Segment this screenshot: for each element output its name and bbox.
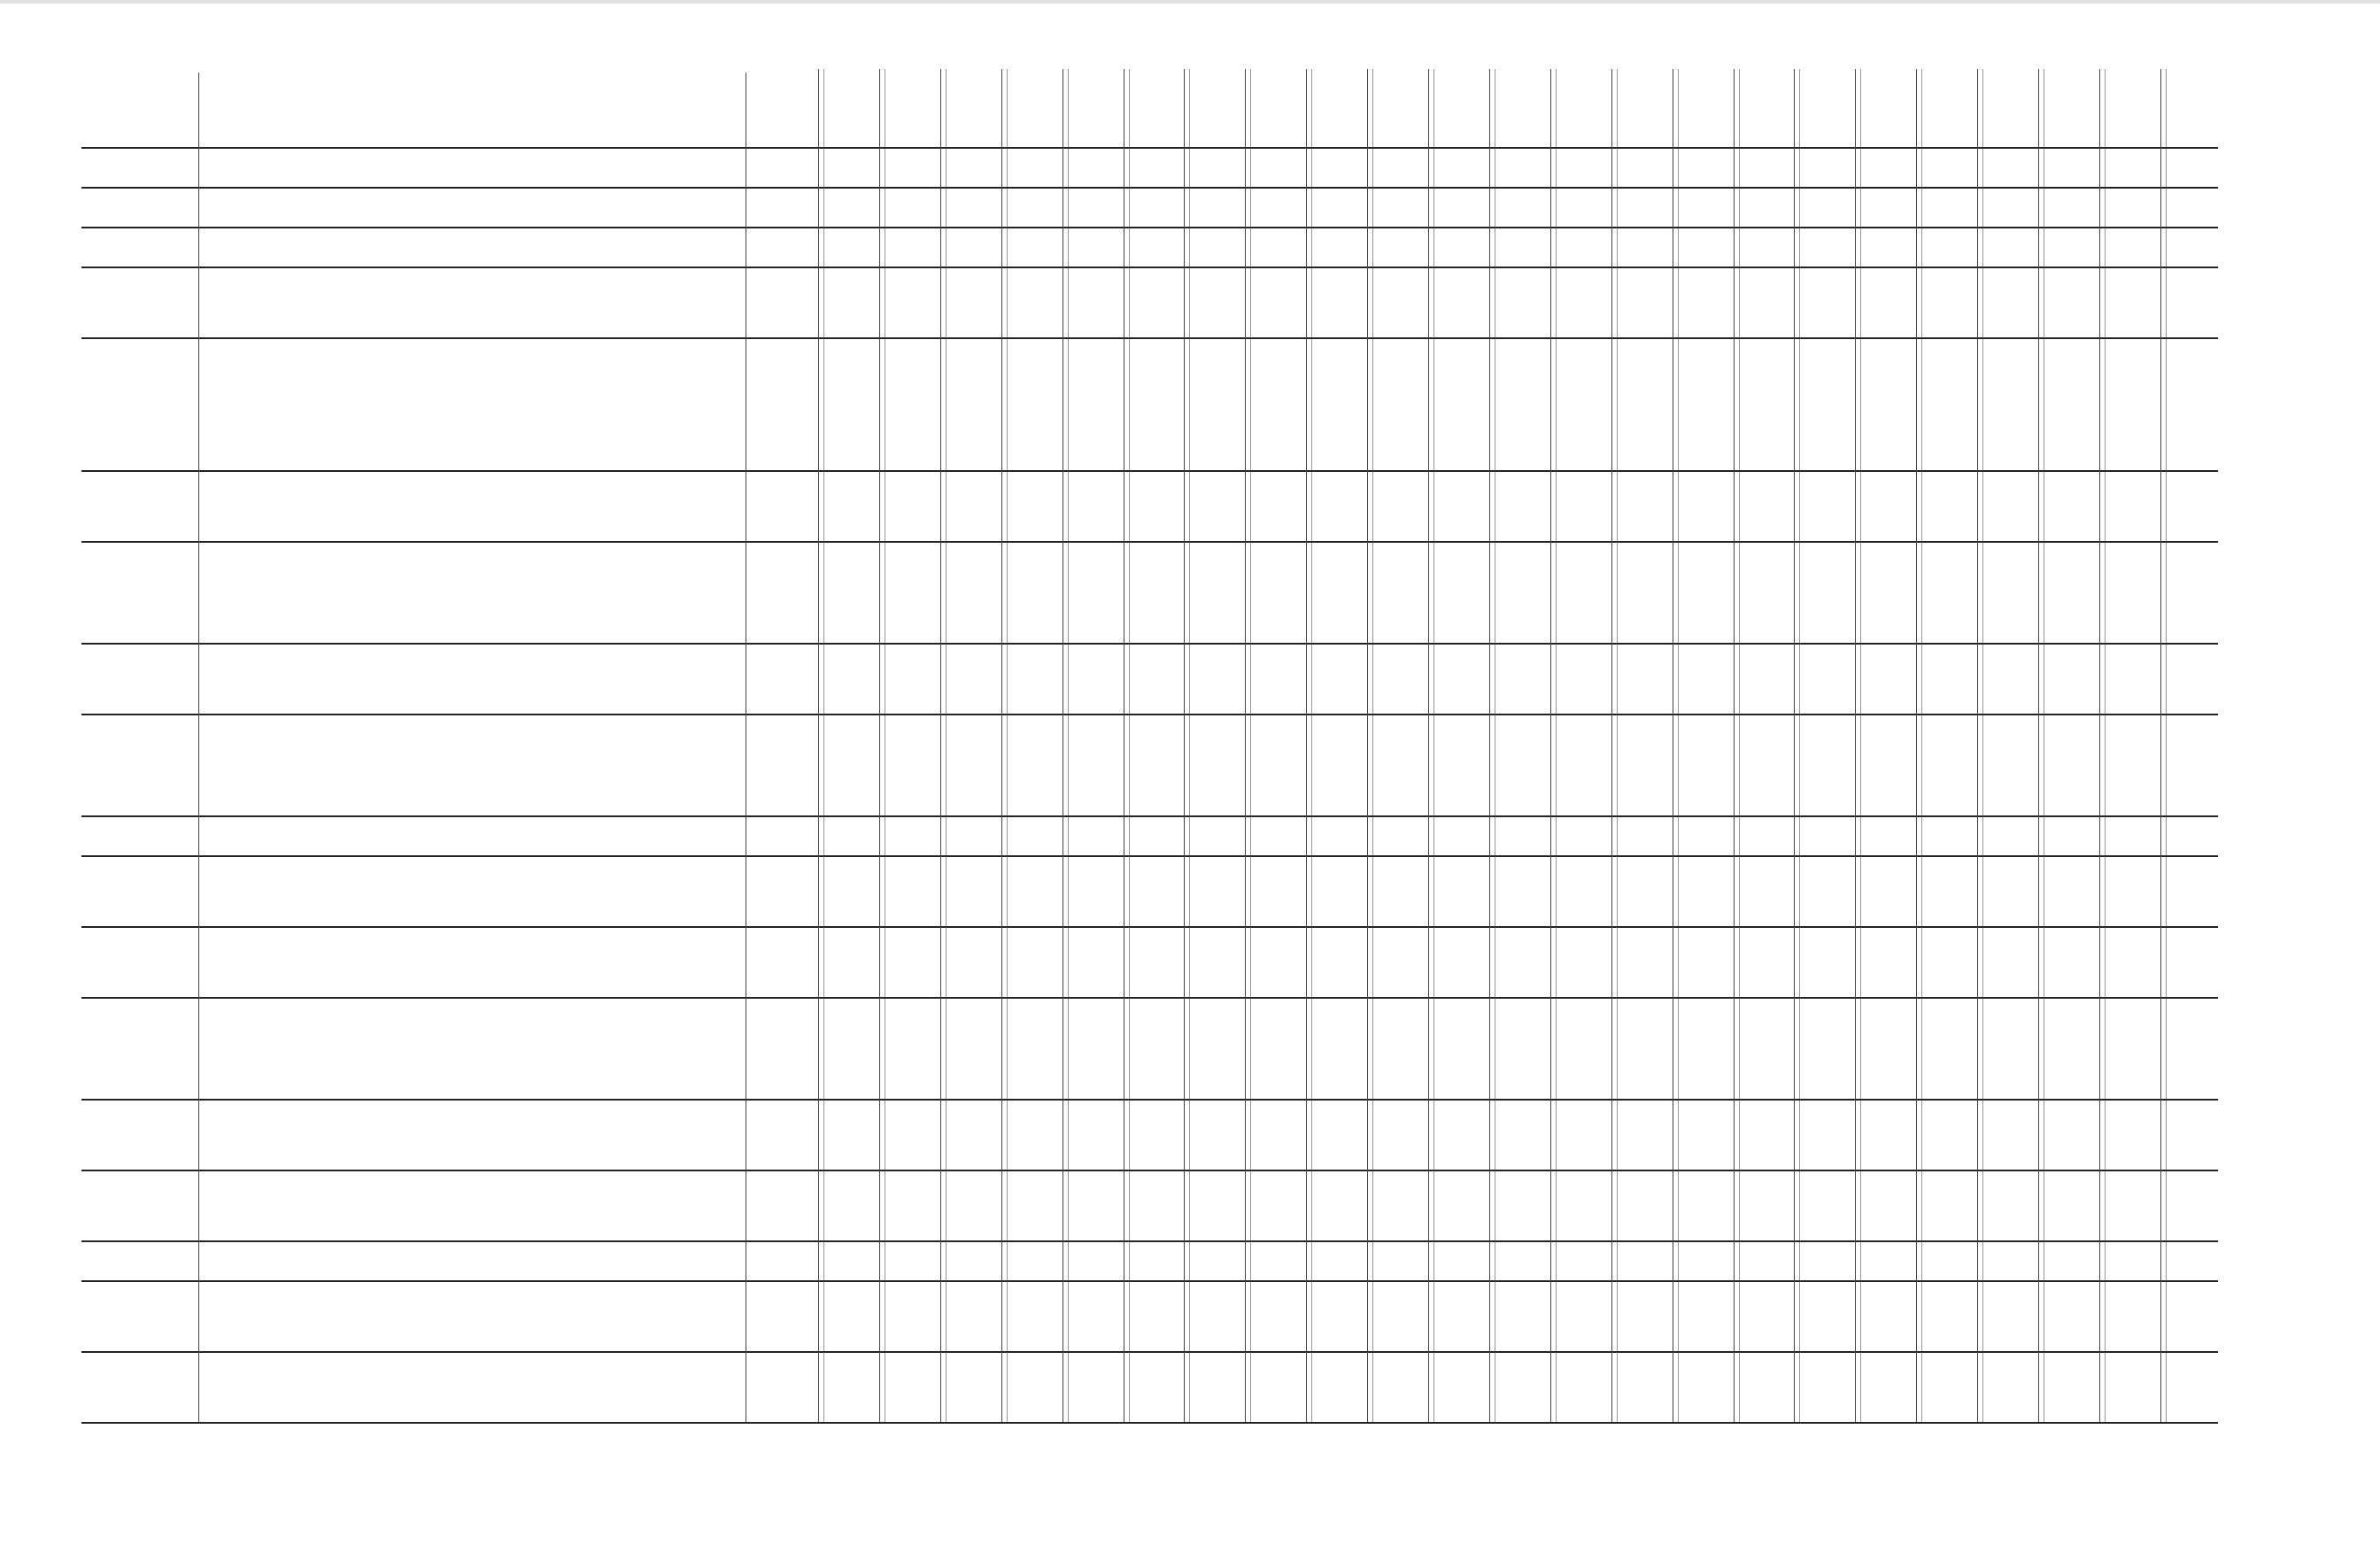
data-column-rule: [940, 69, 941, 1422]
data-column-rule: [1855, 69, 1856, 1422]
data-column-rule: [2160, 69, 2161, 1422]
data-column-rule: [1556, 69, 1557, 1422]
data-column-rule: [823, 69, 824, 1422]
row-divider: [81, 997, 2218, 999]
data-column-rule: [1794, 69, 1795, 1422]
row-divider: [81, 337, 2218, 339]
data-column-rule: [818, 69, 819, 1422]
data-column-rule: [1617, 69, 1618, 1422]
row-divider: [81, 1170, 2218, 1171]
row-divider: [81, 643, 2218, 645]
table-bottom-rule: [81, 1422, 2218, 1424]
row-divider: [81, 1240, 2218, 1242]
row-divider: [81, 227, 2218, 228]
data-column-rule: [2166, 69, 2167, 1422]
data-column-rule: [1739, 69, 1740, 1422]
data-column-rule: [1068, 69, 1069, 1422]
row-divider: [81, 815, 2218, 817]
data-column-rule: [1367, 69, 1368, 1422]
row-divider: [81, 187, 2218, 189]
row-divider: [81, 855, 2218, 857]
data-column-rule: [2099, 69, 2100, 1422]
data-column-rule: [1062, 69, 1063, 1422]
data-column-rule: [1007, 69, 1008, 1422]
data-column-rule: [1489, 69, 1490, 1422]
data-column-rule: [1372, 69, 1373, 1422]
data-column-rule: [1250, 69, 1251, 1422]
row-divider: [81, 1099, 2218, 1101]
data-column-rule: [1799, 69, 1800, 1422]
data-column-rule: [946, 69, 947, 1422]
data-column-rule: [2038, 69, 2039, 1422]
row-divider: [81, 541, 2218, 543]
data-column-rule: [1245, 69, 1246, 1422]
data-column-rule: [1921, 69, 1922, 1422]
row-divider: [81, 1280, 2218, 1282]
data-column-rule: [1001, 69, 1002, 1422]
row-divider: [81, 147, 2218, 149]
row-divider: [81, 470, 2218, 472]
data-column-rule: [1977, 69, 1978, 1422]
data-column-rule: [1860, 69, 1861, 1422]
data-column-rule: [1433, 69, 1434, 1422]
data-column-rule: [1550, 69, 1551, 1422]
data-column-rule: [1311, 69, 1312, 1422]
data-column-rule: [1184, 69, 1185, 1422]
row-divider: [81, 1351, 2218, 1353]
data-column-rule: [1678, 69, 1679, 1422]
code-column-rule: [198, 73, 199, 1422]
data-column-rule: [1611, 69, 1612, 1422]
row-divider: [81, 714, 2218, 715]
data-column-rule: [2105, 69, 2106, 1422]
row-divider: [81, 926, 2218, 928]
data-column-rule: [1916, 69, 1917, 1422]
data-column-rule: [1306, 69, 1307, 1422]
data-column-rule: [1428, 69, 1429, 1422]
data-column-rule: [1129, 69, 1130, 1422]
row-divider: [81, 267, 2218, 268]
data-column-rule: [1189, 69, 1190, 1422]
data-column-rule: [1734, 69, 1735, 1422]
data-column-rule: [1982, 69, 1983, 1422]
data-column-rule: [879, 69, 880, 1422]
